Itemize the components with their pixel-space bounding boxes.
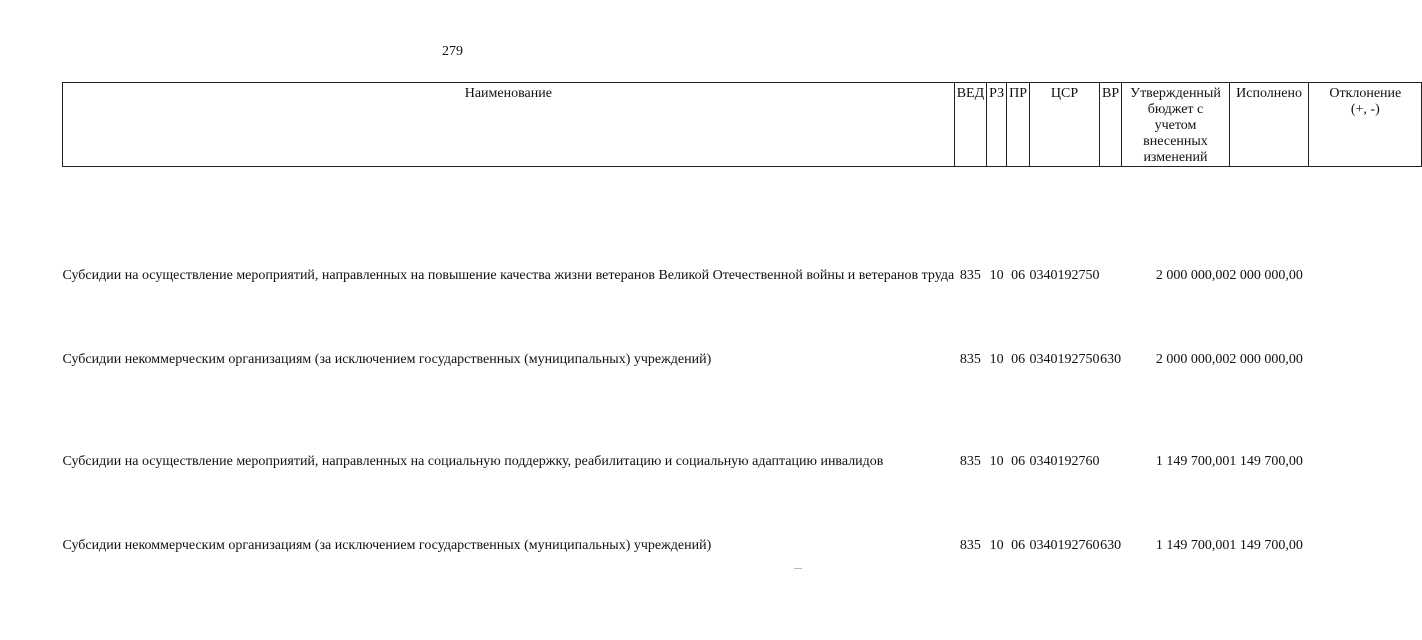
row-ved: 835 — [959, 352, 981, 367]
row-budget: 2 000 000,00 — [1155, 268, 1230, 283]
row-budget: 1 149 700,00 — [1155, 454, 1230, 469]
table-row — [63, 368, 1422, 470]
table-row — [63, 284, 1422, 368]
row-rz: 10 — [989, 268, 1004, 283]
row-vr — [1100, 368, 1122, 470]
header-row — [63, 83, 1422, 167]
budget-table — [62, 82, 1422, 554]
row-deviation — [1309, 368, 1422, 470]
header-vr: ВР — [1100, 83, 1122, 167]
row-rz: 10 — [989, 454, 1004, 469]
row-csr: 0340192750 — [1029, 352, 1100, 367]
row-executed: 2 000 000,00 — [1229, 352, 1303, 367]
row-deviation — [1309, 167, 1422, 285]
scan-mark — [794, 568, 802, 569]
header-budget: Утвержденный бюджет с учетом внесенных изменений — [1122, 83, 1230, 167]
row-csr: 0340192750 — [1029, 268, 1100, 283]
row-budget: 1 149 700,00 — [1155, 538, 1230, 553]
row-ved: 835 — [959, 538, 981, 553]
row-ved: 835 — [959, 454, 981, 469]
row-pr: 06 — [1011, 538, 1026, 553]
row-pr: 06 — [1011, 268, 1026, 283]
row-csr: 0340192760 — [1029, 454, 1100, 469]
row-pr: 06 — [1011, 352, 1026, 367]
row-executed: 1 149 700,00 — [1229, 538, 1303, 553]
row-vr: 630 — [1100, 352, 1122, 367]
row-rz: 10 — [989, 352, 1004, 367]
row-name: Субсидии на осуществление мероприятий, направленных на социальную поддержку, реабилитацию и социальную адаптацию инвалидов — [62, 454, 884, 469]
row-budget: 2 000 000,00 — [1155, 352, 1230, 367]
row-name: Субсидии на осуществление мероприятий, направленных на повышение качества жизни ветеранов Великой Отечественной войны и ветеранов труда — [62, 268, 955, 283]
row-deviation — [1309, 470, 1422, 554]
row-executed: 2 000 000,00 — [1229, 268, 1303, 283]
row-vr: 630 — [1100, 538, 1122, 553]
row-vr — [1100, 167, 1122, 285]
header-name: Наименование — [63, 83, 955, 167]
row-csr: 0340192760 — [1029, 538, 1100, 553]
page-number: 279 — [442, 44, 463, 59]
table-row — [63, 167, 1422, 285]
header-deviation: Отклонение (+, -) — [1309, 83, 1422, 167]
row-name: Субсидии некоммерческим организациям (за исключением государственных (муниципальных) учреждений) — [62, 538, 712, 553]
row-pr: 06 — [1011, 454, 1026, 469]
header-pr: ПР — [1007, 83, 1030, 167]
header-ved: ВЕД — [954, 83, 986, 167]
row-rz: 10 — [989, 538, 1004, 553]
table-row — [63, 470, 1422, 554]
header-executed: Исполнено — [1229, 83, 1309, 167]
row-ved: 835 — [959, 268, 981, 283]
row-executed: 1 149 700,00 — [1229, 454, 1303, 469]
row-deviation — [1309, 284, 1422, 368]
header-rz: РЗ — [987, 83, 1007, 167]
row-name: Субсидии некоммерческим организациям (за исключением государственных (муниципальных) учреждений) — [62, 352, 712, 367]
header-csr: ЦСР — [1030, 83, 1100, 167]
